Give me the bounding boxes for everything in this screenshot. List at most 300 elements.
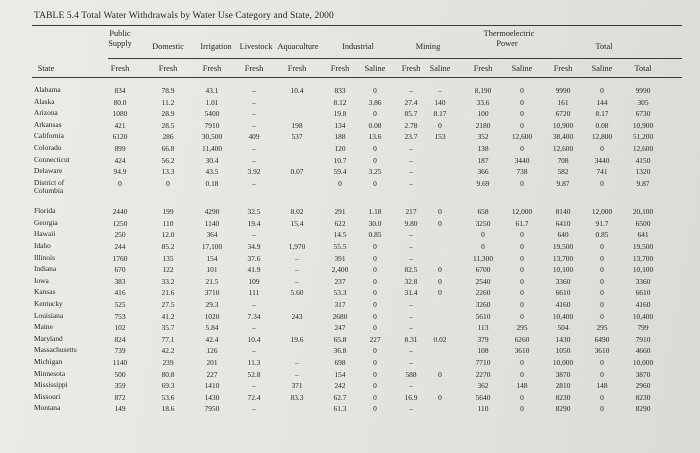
- table-cell: 1410: [204, 381, 220, 391]
- table-cell: 33.6: [476, 97, 490, 107]
- table-cell: 37.6: [247, 253, 261, 263]
- state-name: Massachusetts: [34, 345, 77, 355]
- table-cell: 8.02: [290, 207, 304, 217]
- table-cell: 739: [114, 346, 126, 356]
- table-cell: 17,100: [201, 241, 223, 251]
- table-cell: 6610: [555, 288, 571, 298]
- table-cell: 0: [600, 265, 604, 275]
- table-cell: 5.84: [205, 323, 219, 333]
- table-cell: 0: [166, 178, 170, 188]
- table-cell: 36.8: [333, 346, 347, 356]
- table-cell: 11,300: [472, 253, 494, 263]
- table-cell: 12,000: [511, 207, 533, 217]
- table-cell: 110: [477, 404, 489, 414]
- table-cell: 43.1: [205, 86, 219, 95]
- table-cell: –: [409, 323, 413, 333]
- table-cell: 9.80: [404, 218, 418, 228]
- table-cell: 250: [114, 230, 126, 240]
- table-cell: 1320: [635, 167, 651, 177]
- table-cell: 102: [114, 323, 126, 333]
- table-cell: 91.7: [595, 218, 609, 228]
- table-cell: 66.8: [161, 144, 175, 153]
- table-cell: 52.8: [247, 369, 261, 379]
- table-cell: 0: [438, 369, 442, 379]
- subheader-cell: Fresh: [244, 64, 264, 73]
- table-cell: 15.4: [290, 218, 304, 228]
- table-cell: 4660: [635, 346, 651, 356]
- table-cell: 0: [438, 218, 442, 228]
- table-cell: 12,600: [552, 144, 574, 153]
- table-cell: 51,200: [632, 132, 654, 142]
- table-cell: 698: [334, 357, 346, 367]
- table-cell: 237: [334, 276, 346, 286]
- table-cell: 6610: [635, 288, 651, 298]
- table-cell: 824: [114, 334, 126, 344]
- table-cell: 135: [162, 253, 174, 263]
- table-cell: 6720: [555, 109, 571, 119]
- top-rule: [32, 25, 682, 26]
- table-cell: 8.31: [404, 334, 418, 344]
- table-cell: 12,000: [591, 207, 613, 217]
- table-cell: 8290: [555, 404, 571, 414]
- state-name: Georgia: [34, 217, 58, 227]
- table-cell: 31.4: [404, 288, 418, 298]
- table-cell: 5610: [475, 311, 491, 321]
- table-cell: 12,600: [511, 132, 533, 142]
- table-cell: 899: [114, 144, 126, 153]
- table-cell: 53.3: [333, 288, 347, 298]
- table-cell: 42.2: [161, 346, 175, 356]
- table-cell: 10.4: [247, 334, 261, 344]
- table-cell: 10,900: [632, 120, 654, 130]
- table-cell: 0.08: [368, 120, 382, 130]
- header-public-supply-line1: Public: [109, 29, 131, 38]
- table-cell: –: [295, 369, 299, 379]
- table-title: TABLE 5.4 Total Water Withdrawals by Water Use Category and State, 2000: [34, 11, 334, 21]
- table-cell: 11.3: [247, 357, 261, 367]
- table-cell: 16.9: [404, 392, 418, 402]
- table-cell: 149: [114, 404, 126, 414]
- table-cell: 227: [206, 369, 218, 379]
- table-cell: 6120: [112, 132, 128, 142]
- table-cell: –: [409, 404, 413, 414]
- table-cell: 8230: [555, 392, 571, 402]
- table-cell: 0: [438, 392, 442, 402]
- table-cell: 0.85: [368, 230, 382, 240]
- table-cell: 0: [373, 144, 377, 153]
- table-cell: 13.6: [368, 132, 382, 142]
- table-cell: 383: [114, 276, 126, 286]
- table-cell: 0: [373, 392, 377, 402]
- table-cell: 188: [334, 132, 346, 142]
- header-thermoelectric-line1: Thermoelectric: [483, 29, 535, 38]
- table-cell: 8.17: [433, 109, 447, 119]
- table-cell: –: [295, 276, 299, 286]
- header-rule: [108, 58, 682, 59]
- table-cell: 305: [637, 97, 649, 107]
- table-cell: 247: [334, 323, 346, 333]
- table-cell: 3870: [635, 369, 651, 379]
- subheader-cell: Fresh: [202, 64, 222, 73]
- table-cell: –: [252, 346, 256, 356]
- table-cell: 13.3: [161, 167, 175, 177]
- header-state: State: [37, 64, 55, 73]
- table-cell: 10,100: [552, 265, 574, 275]
- table-cell: 738: [516, 167, 528, 177]
- table-cell: 94.9: [113, 167, 127, 177]
- table-cell: 3.25: [368, 167, 382, 177]
- table-cell: 6500: [635, 218, 651, 228]
- table-cell: 0: [338, 178, 342, 188]
- table-cell: 0: [520, 369, 524, 379]
- state-name: Delaware: [34, 166, 63, 176]
- table-cell: 7910: [204, 120, 220, 130]
- table-cell: 2960: [635, 381, 651, 391]
- table-cell: –: [409, 155, 413, 165]
- state-name: Illinois: [34, 252, 55, 262]
- table-cell: 244: [114, 241, 126, 251]
- table-cell: 62.7: [333, 392, 347, 402]
- table-cell: 85.7: [404, 109, 418, 119]
- table-cell: –: [252, 155, 256, 165]
- table-cell: 3360: [555, 276, 571, 286]
- table-cell: 1.01: [205, 97, 219, 107]
- table-cell: 416: [114, 288, 126, 298]
- subheader-cell: Saline: [591, 64, 613, 73]
- table-cell: 43.5: [205, 167, 219, 177]
- table-cell: 0: [373, 323, 377, 333]
- state-name: Michigan: [34, 356, 63, 366]
- table-cell: 34.9: [247, 241, 261, 251]
- table-cell: 0: [600, 178, 604, 188]
- table-cell: 217: [405, 207, 417, 217]
- table-cell: 799: [637, 323, 649, 333]
- table-cell: 8,190: [474, 86, 492, 95]
- table-cell: 0: [520, 144, 524, 153]
- table-cell: 0: [520, 97, 524, 107]
- table-cell: 111: [248, 288, 260, 298]
- table-cell: 80.8: [161, 369, 175, 379]
- table-cell: 708: [557, 155, 569, 165]
- table-cell: 834: [114, 86, 126, 95]
- header-public-supply-line2: Supply: [108, 39, 132, 48]
- table-cell: 0: [600, 86, 604, 95]
- table-cell: 201: [206, 357, 218, 367]
- table-cell: –: [252, 144, 256, 153]
- table-cell: 525: [114, 299, 126, 309]
- table-cell: 2,400: [331, 265, 349, 275]
- subheader-cell: Saline: [364, 64, 386, 73]
- header-industrial: Industrial: [342, 42, 374, 51]
- table-cell: –: [252, 381, 256, 391]
- table-cell: 0: [438, 120, 442, 130]
- table-cell: –: [252, 178, 256, 188]
- table-cell: 1430: [204, 392, 220, 402]
- table-cell: –: [409, 178, 413, 188]
- table-cell: 0: [600, 288, 604, 298]
- table-cell: 29.3: [205, 299, 219, 309]
- table-cell: 10,400: [632, 311, 654, 321]
- table-cell: 391: [334, 253, 346, 263]
- table-cell: 161: [557, 97, 569, 107]
- table-cell: –: [409, 346, 413, 356]
- table-cell: 6410: [555, 218, 571, 228]
- table-cell: 32.5: [247, 207, 261, 217]
- table-cell: 42.4: [205, 334, 219, 344]
- table-cell: 588: [405, 369, 417, 379]
- table-cell: 8140: [555, 207, 571, 217]
- table-cell: 872: [114, 392, 126, 402]
- table-cell: 3260: [475, 299, 491, 309]
- table-cell: 741: [596, 167, 608, 177]
- table-cell: 0: [520, 230, 524, 240]
- table-cell: 2440: [112, 207, 128, 217]
- table-cell: 199: [162, 207, 174, 217]
- table-cell: 0: [373, 381, 377, 391]
- table-cell: 0: [520, 299, 524, 309]
- table-cell: 317: [334, 299, 346, 309]
- table-cell: 10,000: [552, 357, 574, 367]
- table-cell: –: [409, 86, 413, 95]
- table-cell: 371: [291, 381, 303, 391]
- table-cell: 0: [520, 109, 524, 119]
- table-cell: 0: [600, 241, 604, 251]
- table-cell: 140: [434, 97, 446, 107]
- table-cell: 1250: [112, 218, 128, 228]
- table-cell: 0: [520, 357, 524, 367]
- table-cell: –: [438, 86, 442, 95]
- state-name: Idaho: [34, 240, 51, 250]
- table-cell: 0: [438, 207, 442, 217]
- header-irrigation: Irrigation: [200, 42, 232, 51]
- table-cell: 10,000: [632, 357, 654, 367]
- table-cell: 9990: [555, 86, 571, 95]
- table-cell: 0: [600, 369, 604, 379]
- table-cell: 11.2: [161, 97, 175, 107]
- table-cell: –: [252, 86, 256, 95]
- state-name: Kansas: [34, 287, 56, 297]
- table-cell: 153: [434, 132, 446, 142]
- table-cell: –: [409, 299, 413, 309]
- table-cell: 352: [477, 132, 489, 142]
- table-cell: 227: [369, 334, 381, 344]
- table-cell: 10,400: [552, 311, 574, 321]
- table-cell: 0: [373, 299, 377, 309]
- table-cell: 0: [600, 299, 604, 309]
- table-cell: 0: [520, 178, 524, 188]
- table-cell: 753: [114, 311, 126, 321]
- table-cell: –: [252, 323, 256, 333]
- table-cell: 3440: [594, 155, 610, 165]
- table-cell: 0: [438, 265, 442, 275]
- table-cell: 3610: [594, 346, 610, 356]
- table-cell: 0: [600, 144, 604, 153]
- table-cell: 0: [373, 253, 377, 263]
- table-cell: 23.7: [404, 132, 418, 142]
- table-cell: 366: [477, 167, 489, 177]
- header-domestic: Domestic: [152, 42, 184, 51]
- table-cell: 8230: [635, 392, 651, 402]
- table-cell: 18.6: [161, 404, 175, 414]
- table-cell: 295: [596, 323, 608, 333]
- table-cell: 0: [373, 178, 377, 188]
- table-cell: 20,100: [632, 207, 654, 217]
- table-cell: 0: [520, 253, 524, 263]
- header-thermoelectric-line2: Power: [496, 39, 518, 48]
- table-cell: 0: [373, 276, 377, 286]
- table-cell: 41.9: [247, 265, 261, 275]
- table-cell: 295: [516, 323, 528, 333]
- table-cell: 0: [520, 404, 524, 414]
- table-cell: 6700: [475, 265, 491, 275]
- table-cell: 0: [600, 404, 604, 414]
- table-cell: 12,600: [632, 144, 654, 153]
- table-cell: 19.4: [247, 218, 261, 228]
- table-cell: 82.5: [404, 265, 418, 275]
- table-cell: –: [409, 311, 413, 321]
- table-cell: 0: [373, 109, 377, 119]
- state-name: Colorado: [34, 143, 62, 152]
- table-cell: –: [252, 120, 256, 130]
- table-cell: 8290: [635, 404, 651, 414]
- table-cell: 56.2: [161, 155, 175, 165]
- table-cell: 500: [114, 369, 126, 379]
- table-cell: 0: [600, 311, 604, 321]
- table-cell: 83.3: [290, 392, 304, 402]
- subheader-cell: Fresh: [330, 64, 350, 73]
- table-cell: 122: [162, 265, 174, 275]
- table-cell: 0: [373, 86, 377, 95]
- table-cell: –: [295, 357, 299, 367]
- state-name: Arkansas: [34, 119, 62, 129]
- table-cell: 10.7: [333, 155, 347, 165]
- table-cell: 0: [481, 230, 485, 240]
- table-cell: 10.4: [290, 86, 304, 95]
- state-name: Alabama: [34, 85, 61, 94]
- table-cell: 640: [557, 230, 569, 240]
- table-cell: 0.02: [433, 334, 447, 344]
- table-cell: 100: [477, 109, 489, 119]
- subheader-cell: Fresh: [110, 64, 130, 73]
- state-name: Kentucky: [34, 298, 63, 308]
- state-name: Missouri: [34, 391, 61, 401]
- state-name: California: [34, 131, 64, 141]
- table-cell: 138: [477, 144, 489, 153]
- table-cell: 3870: [555, 369, 571, 379]
- table-cell: 3250: [475, 218, 491, 228]
- table-cell: 2180: [475, 120, 491, 130]
- table-cell: 2680: [332, 311, 348, 321]
- table-cell: 0: [520, 265, 524, 275]
- subheader-cell: Fresh: [553, 64, 573, 73]
- table-cell: 0: [520, 311, 524, 321]
- table-cell: –: [409, 381, 413, 391]
- table-cell: 14.5: [333, 230, 347, 240]
- table-cell: 0: [373, 311, 377, 321]
- table-cell: 113: [477, 323, 489, 333]
- table-cell: 65.8: [333, 334, 347, 344]
- state-name: Iowa: [34, 275, 49, 285]
- table-cell: 9.87: [636, 178, 650, 188]
- table-cell: 11,400: [201, 144, 223, 153]
- table-cell: 101: [206, 265, 218, 275]
- subheader-cell: Fresh: [158, 64, 178, 73]
- table-cell: 21.5: [205, 276, 219, 286]
- table-cell: 10,900: [552, 120, 574, 130]
- table-cell: 291: [334, 207, 346, 217]
- table-cell: 120: [334, 144, 346, 153]
- table-cell: 12,800: [591, 132, 613, 142]
- table-cell: 1760: [112, 253, 128, 263]
- table-cell: –: [409, 357, 413, 367]
- table-cell: 3710: [204, 288, 220, 298]
- table-cell: 27.5: [161, 299, 175, 309]
- table-cell: 41.2: [161, 311, 175, 321]
- subheader-cell: Saline: [511, 64, 533, 73]
- subheader-cell: Saline: [429, 64, 451, 73]
- table-cell: 28.9: [161, 109, 175, 119]
- state-name: District of Columbia: [34, 177, 65, 196]
- table-cell: 0: [600, 392, 604, 402]
- table-cell: 421: [114, 120, 126, 130]
- table-cell: 110: [162, 218, 174, 228]
- table-cell: 1050: [555, 346, 571, 356]
- table-cell: 3610: [514, 346, 530, 356]
- table-cell: 69.3: [161, 381, 175, 391]
- table-cell: 61.3: [333, 404, 347, 414]
- table-cell: 4150: [635, 155, 651, 165]
- state-name: Florida: [34, 206, 56, 216]
- table-cell: 4290: [204, 207, 220, 217]
- table-cell: 242: [334, 381, 346, 391]
- table-cell: 78.9: [161, 86, 175, 95]
- table-cell: 6730: [635, 109, 651, 119]
- table-cell: 0: [373, 369, 377, 379]
- table-cell: 7950: [204, 404, 220, 414]
- table-cell: 80.0: [113, 97, 127, 107]
- table-cell: 5640: [475, 392, 491, 402]
- table-cell: –: [409, 253, 413, 263]
- table-cell: 0.08: [595, 120, 609, 130]
- table-cell: 5.60: [290, 288, 304, 298]
- table-cell: 0: [481, 241, 485, 251]
- table-cell: 1,970: [288, 241, 306, 251]
- table-cell: 1.18: [368, 207, 382, 217]
- table-cell: 21.6: [161, 288, 175, 298]
- subheader-rule: [32, 77, 682, 78]
- table-cell: 109: [248, 276, 260, 286]
- table-cell: 13,700: [552, 253, 574, 263]
- table-cell: 0: [600, 357, 604, 367]
- table-cell: 38,400: [552, 132, 574, 142]
- table-cell: 8.12: [333, 97, 347, 107]
- table-cell: 0: [520, 120, 524, 130]
- table-cell: 424: [114, 155, 126, 165]
- table-cell: 27.4: [404, 97, 418, 107]
- table-cell: 19.6: [290, 334, 304, 344]
- table-cell: 0: [520, 86, 524, 95]
- table-cell: 0: [373, 241, 377, 251]
- table-cell: 0: [373, 155, 377, 165]
- table-cell: 362: [477, 381, 489, 391]
- table-cell: –: [252, 230, 256, 240]
- table-cell: 359: [114, 381, 126, 391]
- table-cell: 126: [206, 346, 218, 356]
- table-cell: 0.07: [290, 167, 304, 177]
- table-cell: 28.5: [161, 120, 175, 130]
- table-cell: 409: [248, 132, 260, 142]
- table-cell: 1140: [204, 218, 220, 228]
